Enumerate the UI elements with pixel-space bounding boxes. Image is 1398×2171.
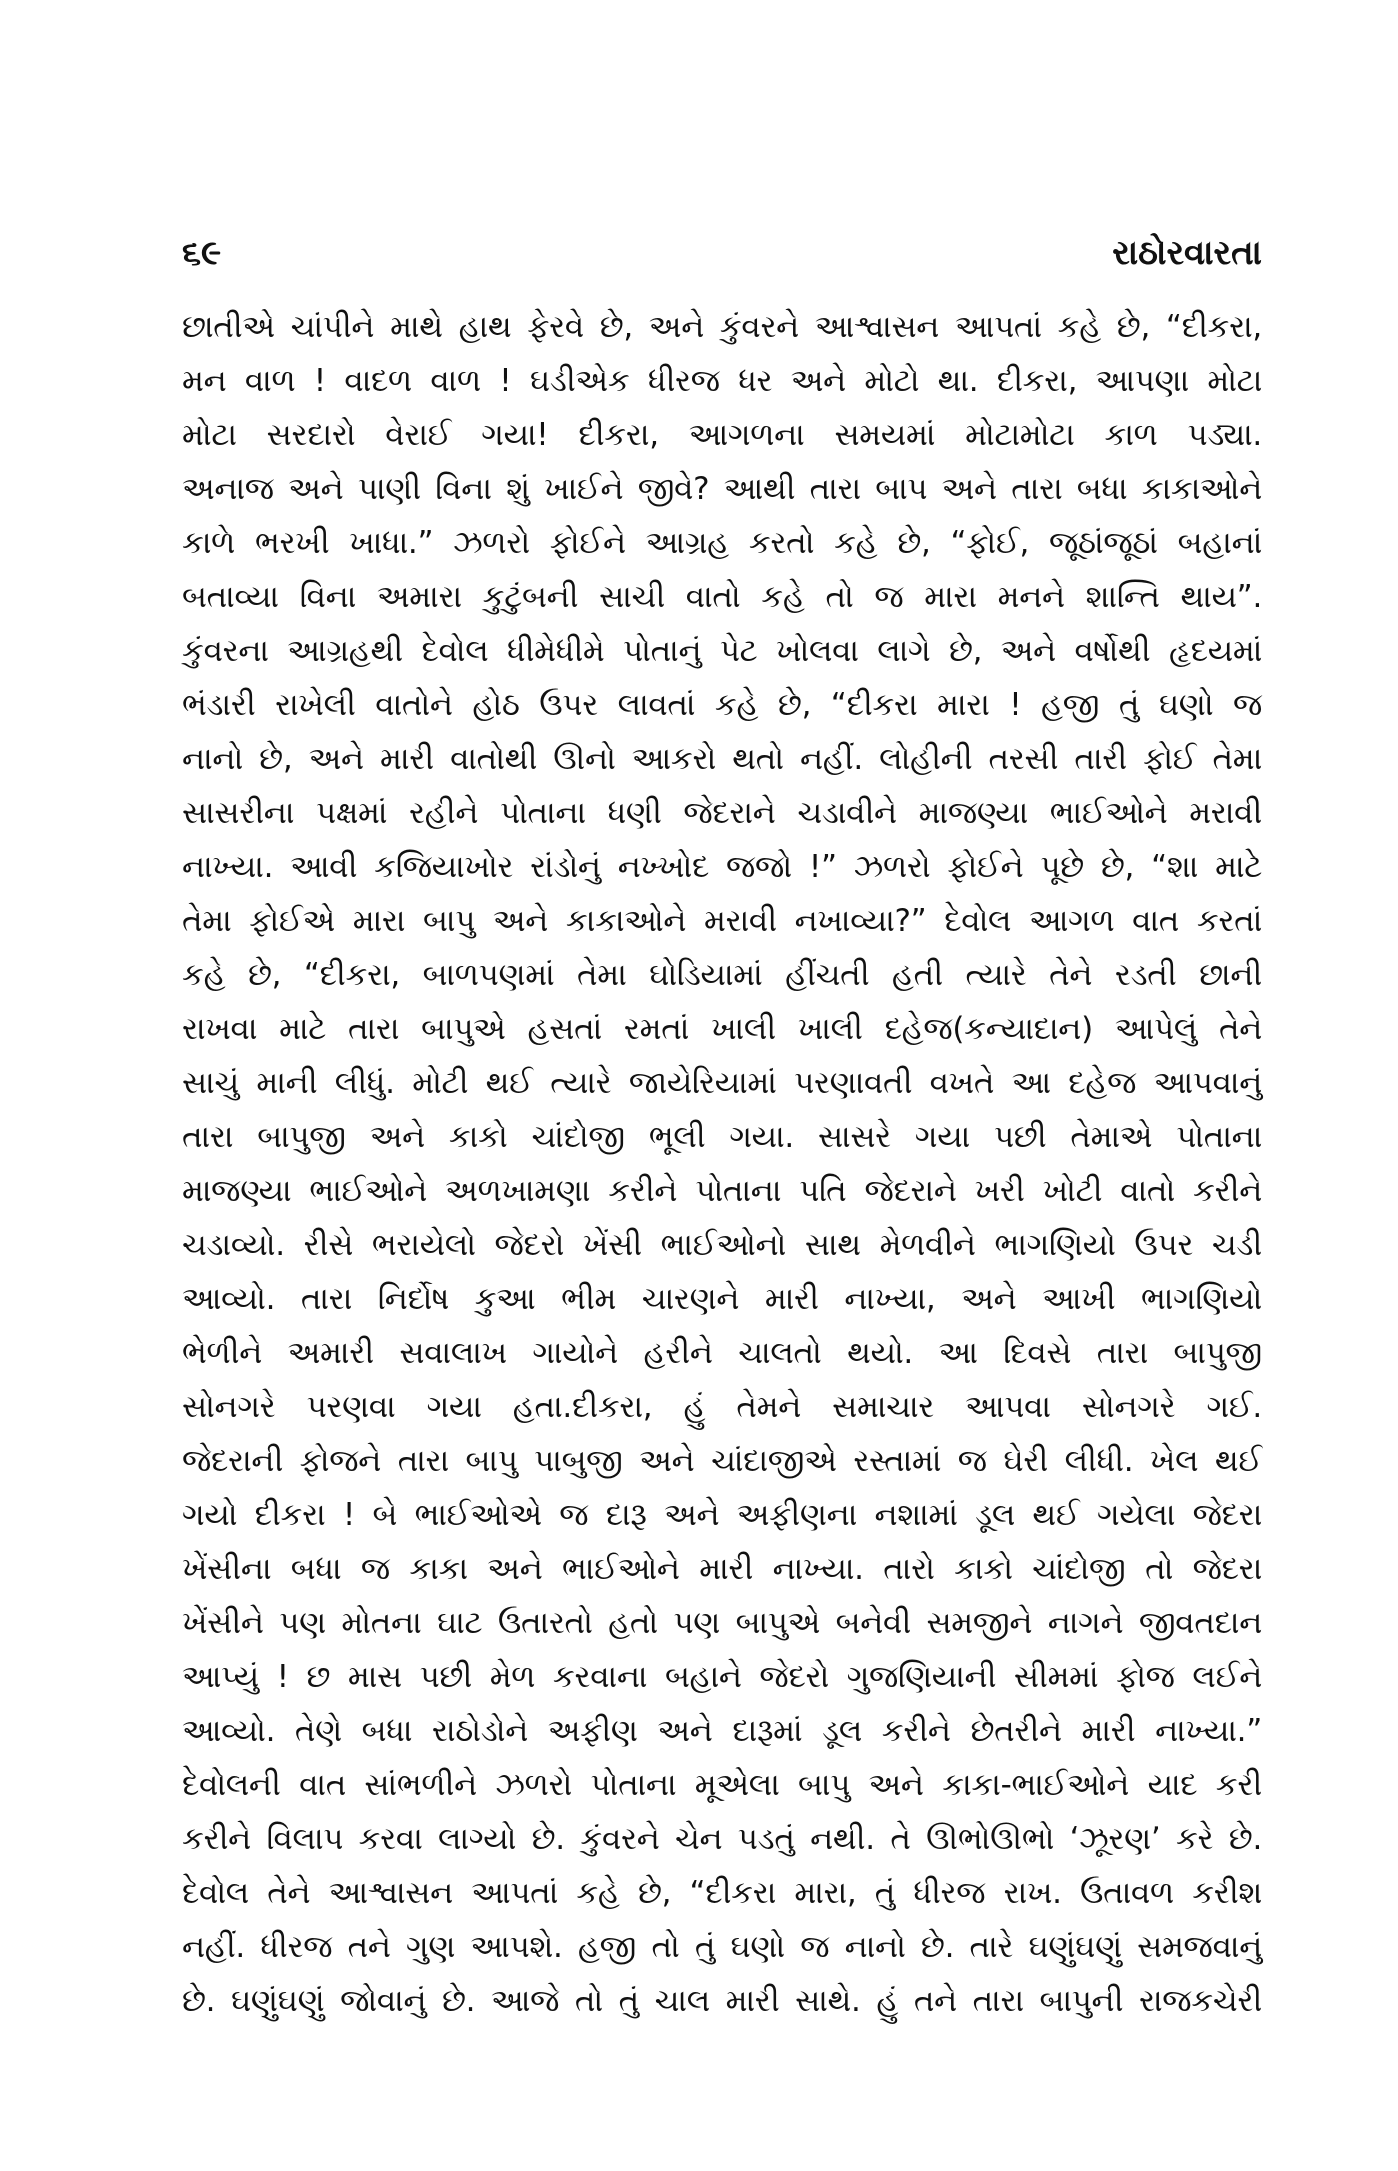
text-line: આપ્યું ! છ માસ પછી મેળ કરવાના બહાને જેદરો ગુજણિયાની સીમમાં ફોજ લઈને — [182, 1659, 1262, 1695]
text-line: દેવોલ તેને આશ્વાસન આપતાં કહે છે, “દીકરા મારા, તું ધીરજ રાખ. ઉતાવળ કરીશ — [182, 1875, 1262, 1911]
text-line: તારા બાપુજી અને કાકો ચાંદોજી ભૂલી ગયા. સાસરે ગયા પછી તેમાએ પોતાના — [182, 1119, 1262, 1155]
text-line: માજણ્યા ભાઈઓને અળખામણા કરીને પોતાના પતિ જેદરાને ખરી ખોટી વાતો કરીને — [182, 1173, 1262, 1209]
running-title: રાઠોરવારતા — [1112, 233, 1262, 273]
text-line: સાચું માની લીધું. મોટી થઈ ત્યારે જાયેરિયામાં પરણાવતી વખતે આ દહેજ આપવાનું — [182, 1065, 1262, 1101]
text-line: આવ્યો. તેણે બધા રાઠોડોને અફીણ અને દારૂમાં ડૂલ કરીને છેતરીને મારી નાખ્યા.” — [182, 1713, 1262, 1749]
text-line: મોટા સરદારો વેરાઈ ગયા! દીકરા, આગળના સમયમાં મોટામોટા કાળ પડ્યા. — [182, 417, 1262, 453]
text-line: કરીને વિલાપ કરવા લાગ્યો છે. કુંવરને ચેન પડતું નથી. તે ઊભોઊભો ‘ઝૂરણ’ કરે છે. — [182, 1821, 1262, 1857]
text-line: કાળે ભરખી ખાધા.” ઝળરો ફોઈને આગ્રહ કરતો કહે છે, “ફોઈ, જૂઠાંજૂઠાં બહાનાં — [182, 525, 1262, 561]
text-line: નહીં. ધીરજ તને ગુણ આપશે. હજી તો તું ઘણો જ નાનો છે. તારે ઘણુંઘણું સમજવાનું — [182, 1929, 1262, 1965]
text-line: કુંવરના આગ્રહથી દેવોલ ધીમેધીમે પોતાનું પેટ ખોલવા લાગે છે, અને વર્ષોથી હૃદયમાં — [182, 633, 1262, 669]
text-line: છે. ઘણુંઘણું જોવાનું છે. આજે તો તું ચાલ મારી સાથે. હું તને તારા બાપુની રાજકચેરી — [182, 1983, 1262, 2019]
text-line: ચડાવ્યો. રીસે ભરાયેલો જેદરો ખેંસી ભાઈઓનો સાથ મેળવીને ભાગણિયો ઉપર ચડી — [182, 1227, 1262, 1263]
text-line: દેવોલની વાત સાંભળીને ઝળરો પોતાના મૂએલા બાપુ અને કાકા-ભાઈઓને યાદ કરી — [182, 1767, 1262, 1803]
text-line: રાખવા માટે તારા બાપુએ હસતાં રમતાં ખાલી ખાલી દહેજ(કન્યાદાન) આપેલું તેને — [182, 1011, 1262, 1047]
text-line: કહે છે, “દીકરા, બાળપણમાં તેમા ઘોડિયામાં હીંચતી હતી ત્યારે તેને રડતી છાની — [182, 957, 1262, 993]
text-line: ખેંસીના બધા જ કાકા અને ભાઈઓને મારી નાખ્યા. તારો કાકો ચાંદોજી તો જેદરા — [182, 1551, 1262, 1587]
text-line: અનાજ અને પાણી વિના શું ખાઈને જીવે? આથી તારા બાપ અને તારા બધા કાકાઓને — [182, 471, 1262, 507]
page-number: ૬૯ — [182, 233, 222, 273]
body-text — [182, 300, 1262, 2028]
text-line: છાતીએ ચાંપીને માથે હાથ ફેરવે છે, અને કુંવરને આશ્વાસન આપતાં કહે છે, “દીકરા, — [182, 309, 1262, 345]
text-line: તેમા ફોઈએ મારા બાપુ અને કાકાઓને મરાવી નખાવ્યા?” દેવોલ આગળ વાત કરતાં — [182, 903, 1262, 939]
text-line: આવ્યો. તારા નિર્દોષ કુઆ ભીમ ચારણને મારી નાખ્યા, અને આખી ભાગણિયો — [182, 1281, 1262, 1317]
text-line: નાનો છે, અને મારી વાતોથી ઊનો આકરો થતો નહીં. લોહીની તરસી તારી ફોઈ તેમા — [182, 741, 1262, 777]
text-line: મન વાળ ! વાદળ વાળ ! ઘડીએક ધીરજ ધર અને મોટો થા. દીકરા, આપણા મોટા — [182, 363, 1262, 399]
text-line: જેદરાની ફોજને તારા બાપુ પાબુજી અને ચાંદાજીએ રસ્તામાં જ ઘેરી લીધી. ખેલ થઈ — [182, 1443, 1262, 1479]
text-line: બતાવ્યા વિના અમારા કુટુંબની સાચી વાતો કહે તો જ મારા મનને શાન્તિ થાય”. — [182, 579, 1262, 615]
text-line: ભેળીને અમારી સવાલાખ ગાયોને હરીને ચાલતો થયો. આ દિવસે તારા બાપુજી — [182, 1335, 1262, 1371]
text-line: ગયો દીકરા ! બે ભાઈઓએ જ દારૂ અને અફીણના નશામાં ડૂલ થઈ ગયેલા જેદરા — [182, 1497, 1262, 1533]
text-line: નાખ્યા. આવી કજિયાખોર રાંડોનું નખ્ખોદ જજો !” ઝળરો ફોઈને પૂછે છે, “શા માટે — [182, 849, 1262, 885]
text-line: ભંડારી રાખેલી વાતોને હોઠ ઉપર લાવતાં કહે છે, “દીકરા મારા ! હજી તું ઘણો જ — [182, 687, 1262, 723]
page-header — [182, 228, 1262, 278]
text-line: ખેંસીને પણ મોતના ઘાટ ઉતારતો હતો પણ બાપુએ બનેવી સમજીને નાગને જીવતદાન — [182, 1605, 1262, 1641]
text-line: સાસરીના પક્ષમાં રહીને પોતાના ધણી જેદરાને ચડાવીને માજણ્યા ભાઈઓને મરાવી — [182, 795, 1262, 831]
text-line: સોનગરે પરણવા ગયા હતા.દીકરા, હું તેમને સમાચાર આપવા સોનગરે ગઈ. — [182, 1389, 1262, 1425]
